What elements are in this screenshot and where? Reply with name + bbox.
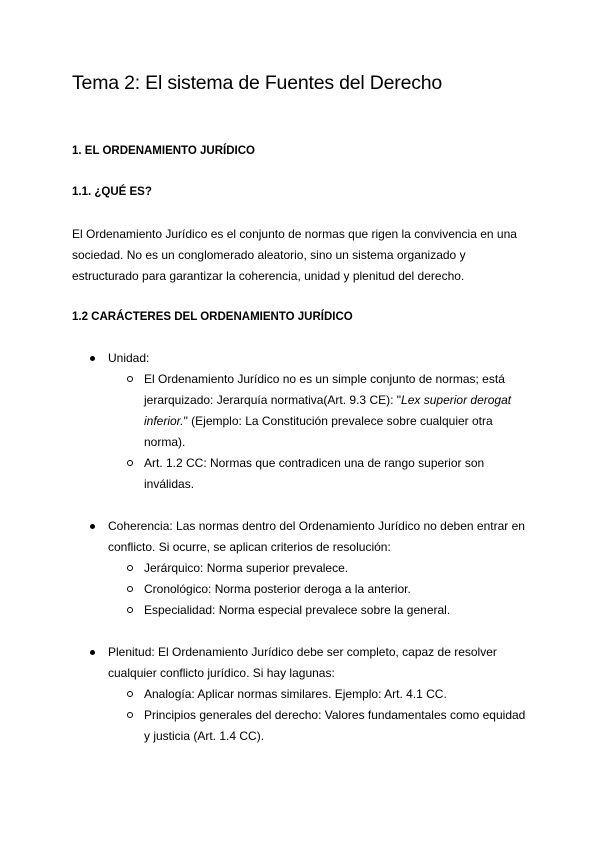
bullet-coherencia: Coherencia: Las normas dentro del Ordenamiento Jurídico no deben entrar en conflicto. Si ocurre, se aplican criterios de resolución:: [108, 516, 528, 558]
latin-maxim: Lex superior derogat inferior.: [144, 393, 512, 428]
sub-bullet-jerarquico: Jerárquico: Norma superior prevalece.: [144, 558, 528, 579]
sub-bullet-text: " (Ejemplo: La Constitución prevalece sobre cualquier otra norma).: [144, 414, 493, 449]
bullet-unidad: Unidad:: [108, 348, 528, 369]
page-title: Tema 2: El sistema de Fuentes del Derecho: [72, 72, 443, 94]
sub-bullet-unidad-1: [144, 369, 528, 453]
sub-bullet-principios: Principios generales del derecho: Valores fundamentales como equidad y justicia (Art. 1.4 CC).: [144, 705, 528, 747]
sub-bullet-cronologico: Cronológico: Norma posterior deroga a la anterior.: [144, 579, 528, 600]
sub-bullet-analogia: Analogía: Aplicar normas similares. Ejemplo: Art. 4.1 CC.: [144, 684, 528, 705]
sub-bullet-unidad-2: Art. 1.2 CC: Normas que contradicen una de rango superior son inválidas.: [144, 453, 528, 495]
bullet-plenitud: Plenitud: El Ordenamiento Jurídico debe ser completo, capaz de resolver cualquier conflicto jurídico. Si hay lagunas:: [108, 642, 528, 684]
subsection-heading-que-es: 1.1. ¿QUÉ ES?: [72, 186, 152, 198]
sub-bullet-text: El Ordenamiento Jurídico no es un simple conjunto de normas; está jerarquizado: Jerarquía normativa(Art. 9.3 CE): ": [144, 372, 505, 407]
section-heading-ordenamiento: 1. EL ORDENAMIENTO JURÍDICO: [72, 145, 255, 157]
definition-paragraph: El Ordenamiento Jurídico es el conjunto de normas que rigen la convivencia en una sociedad. No es un conglomerado aleatorio, sino un sistema organizado y estructurado para garantizar la coherencia, unidad y plenitud del derecho.: [72, 227, 517, 283]
subsection-heading-caracteres: 1.2 CARÁCTERES DEL ORDENAMIENTO JURÍDICO: [72, 311, 353, 323]
sub-bullet-especialidad: Especialidad: Norma especial prevalece sobre la general.: [144, 600, 528, 621]
